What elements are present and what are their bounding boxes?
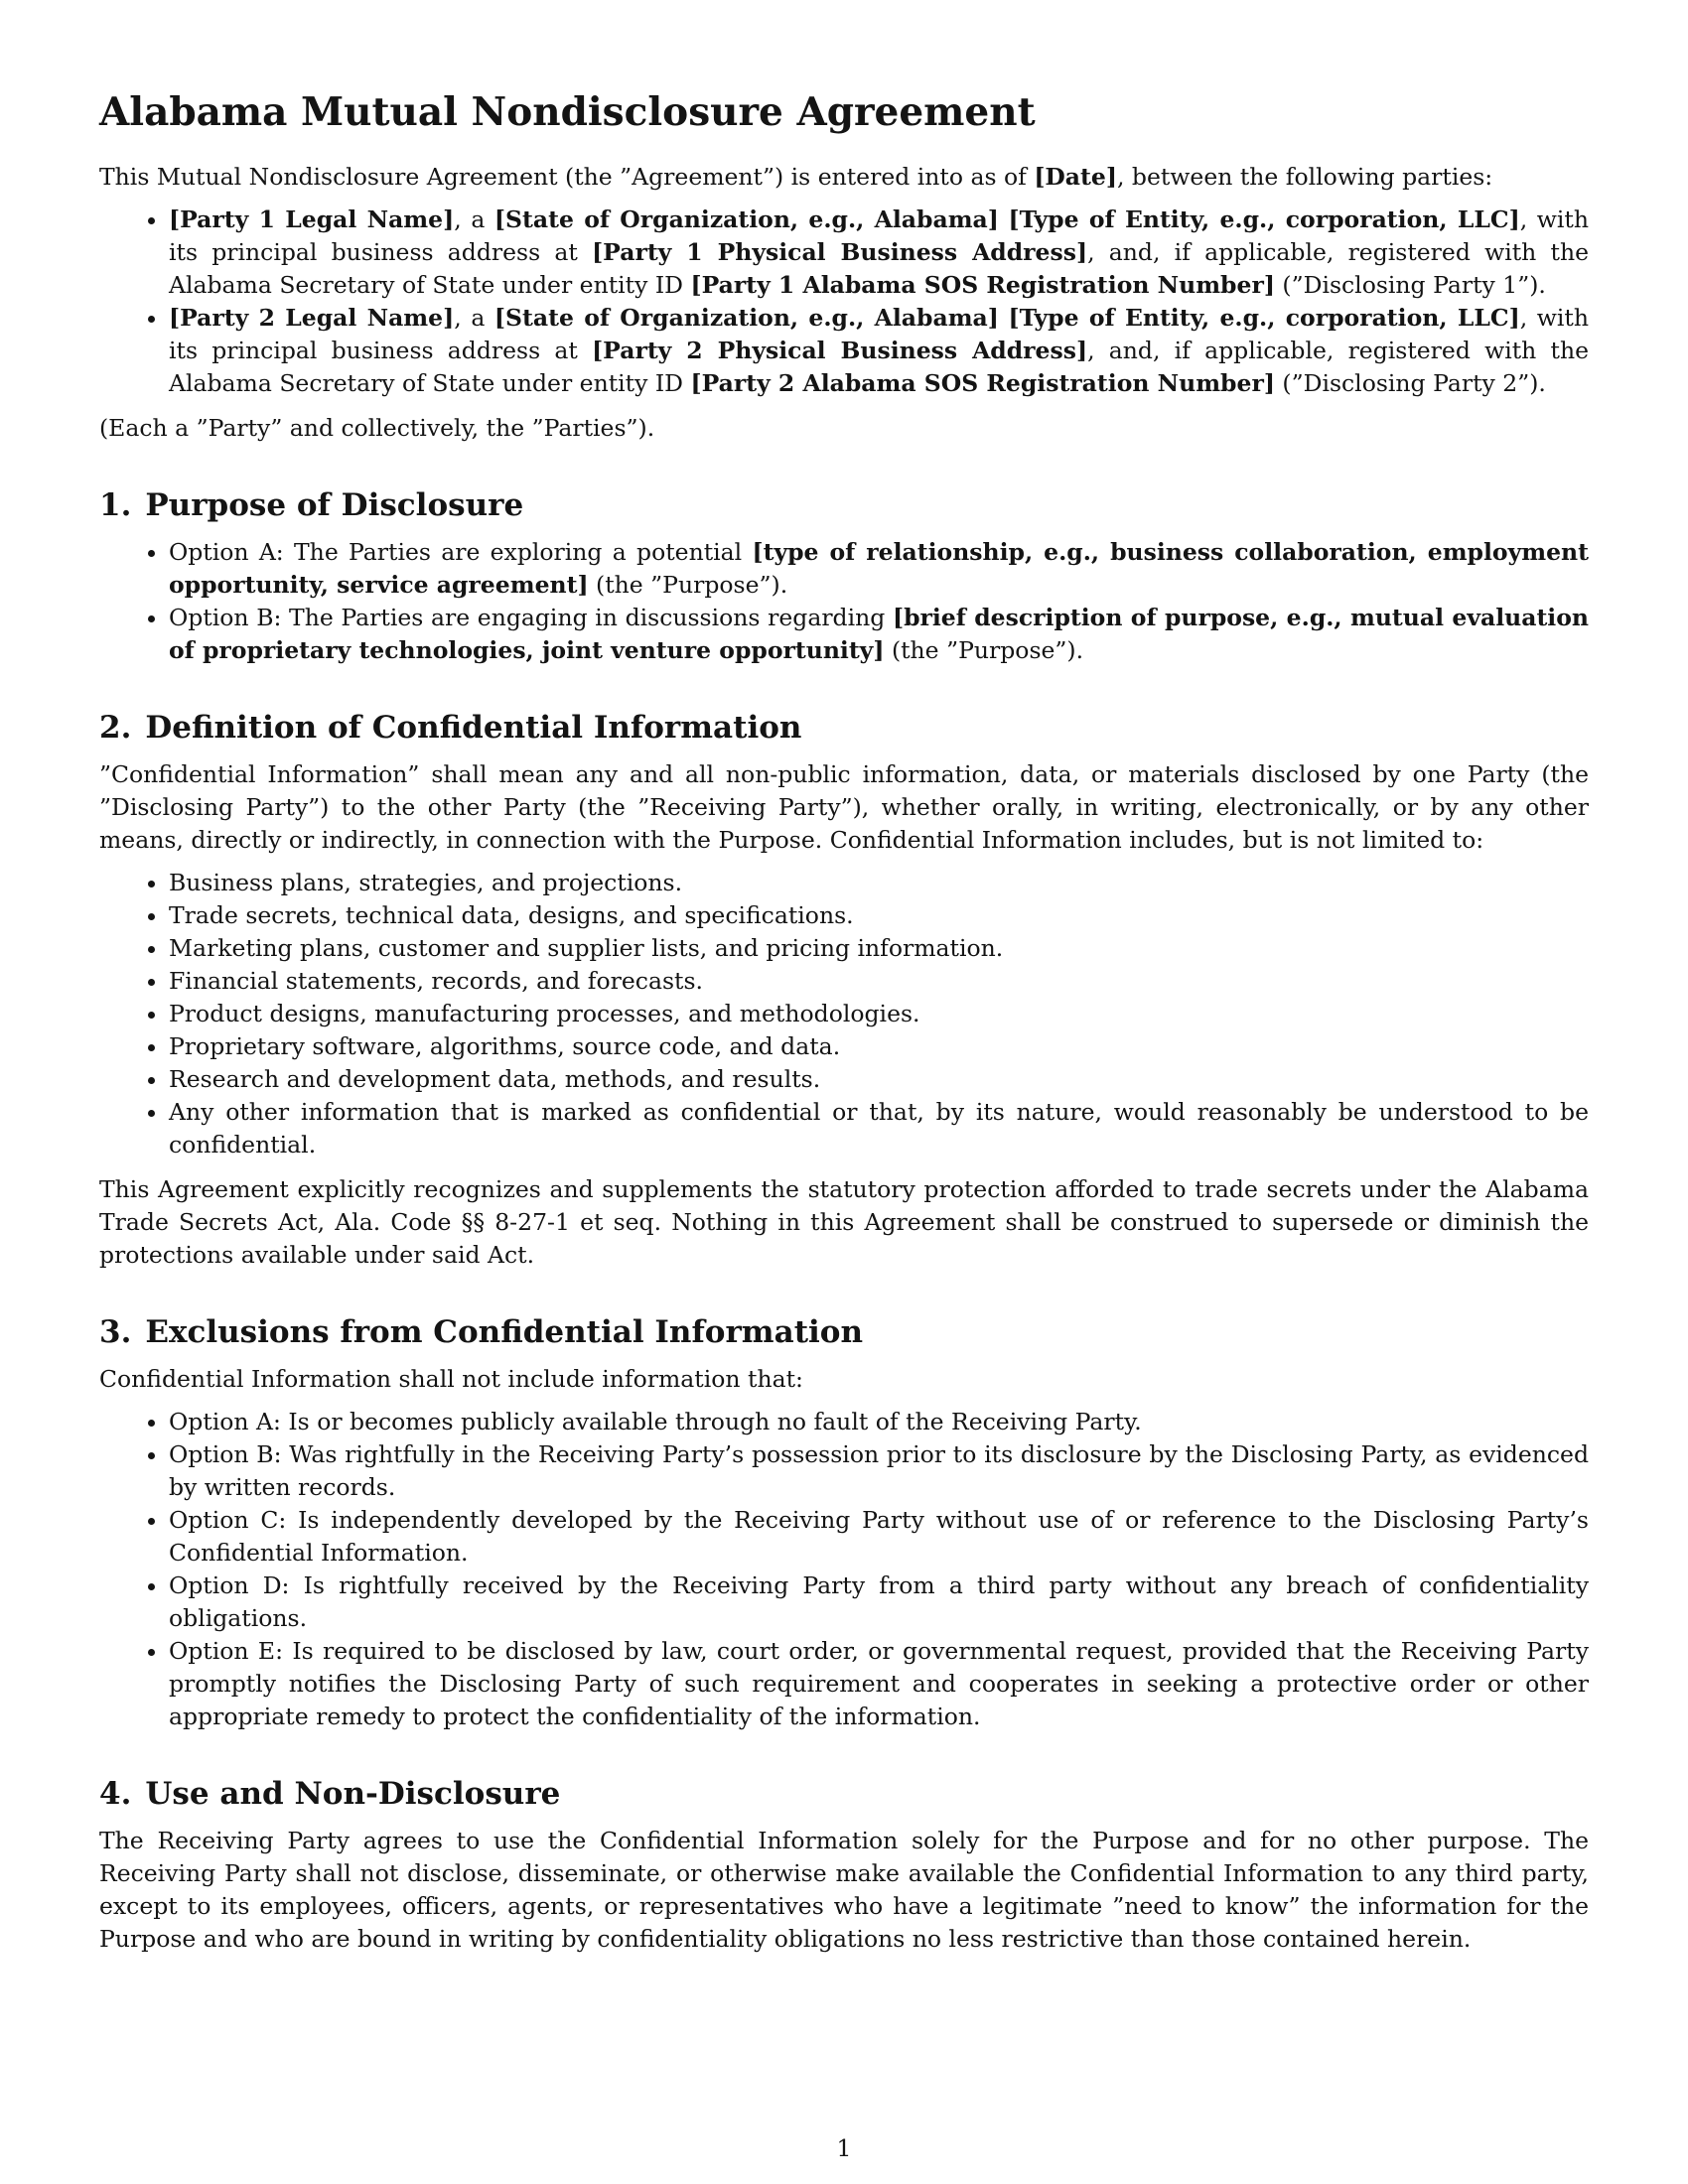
section-1-heading: 1. Purpose of Disclosure: [99, 487, 524, 523]
purpose-option: • Option A: The Parties are exploring a potential [type of relationship, e.g., business collaboration, employment opportunity, service agreement] (the ”Purpose”).: [169, 536, 1589, 602]
date-placeholder: [Date]: [1034, 163, 1117, 191]
page-number: 1: [836, 2134, 852, 2162]
list-item: • Any other information that is marked as confidential or that, by its nature, would reasonably be understood to be confidential.: [169, 1096, 1589, 1161]
list-item: • Business plans, strategies, and projections.: [169, 867, 1589, 899]
list-item: • Option C: Is independently developed by the Receiving Party without use of or reference to the Disclosing Party’s Confidential Information.: [169, 1504, 1589, 1570]
list-item: • Marketing plans, customer and supplier lists, and pricing information.: [169, 932, 1589, 965]
list-item: • Option E: Is required to be disclosed by law, court order, or governmental request, provided that the Receiving Party promptly notifies the Disclosing Party of such requirement and cooperates in seeking a protective order or other appropriate remedy to protect the confidentiality of the information.: [169, 1635, 1589, 1733]
document-page: [99, 79, 1589, 1966]
list-item: • Research and development data, methods, and results.: [169, 1063, 1589, 1096]
list-item: • Proprietary software, algorithms, source code, and data.: [169, 1030, 1589, 1063]
list-item: • Option A: Is or becomes publicly available through no fault of the Receiving Party.: [169, 1406, 1589, 1438]
section-3-heading: 3. Exclusions from Confidential Information: [99, 1314, 864, 1350]
exclusions-lead: Confidential Information shall not include information that:: [99, 1365, 803, 1393]
use-nondisclosure-paragraph: The Receiving Party agrees to use the Confidential Information solely for the Purpose and for no other purpose. The Receiving Party shall not disclose, disseminate, or otherwise make available the Confidential Information to any third party, except to its employees, officers, agents, or representatives who have a legitimate ”need to know” the information for the Purpose and who are bound in writing by confidentiality obligations no less restrictive than those contained herein.: [99, 1827, 1589, 1953]
list-item: • Option B: Was rightfully in the Receiving Party’s possession prior to its disclosure by the Disclosing Party, as evidenced by written records.: [169, 1438, 1589, 1504]
list-item: • Financial statements, records, and forecasts.: [169, 965, 1589, 998]
party-item: • [Party 2 Legal Name], a [State of Organization, e.g., Alabama] [Type of Entity, e.g., corporation, LLC], with its principal business address at [Party 2 Physical Business Address], and, if applicable, registered with the Alabama Secretary of State under entity ID [Party 2 Alabama SOS Registration Number] (”Disclosing Party 2”).: [169, 302, 1589, 400]
document-title: Alabama Mutual Nondisclosure Agreement: [99, 89, 1036, 135]
list-item: • Trade secrets, technical data, designs, and specifications.: [169, 899, 1589, 932]
parties-collective-note: (Each a ”Party” and collectively, the ”Parties”).: [99, 414, 655, 442]
definition-paragraph: ”Confidential Information” shall mean any and all non-public information, data, or materials disclosed by one Party (the ”Disclosing Party”) to the other Party (the ”Receiving Party”), whether orally, in writing, electronically, or by any other means, directly or indirectly, in connection with the Purpose. Confidential Information includes, but is not limited to:: [99, 760, 1589, 854]
section-2-heading: 2. Definition of Confidential Information: [99, 710, 802, 746]
trade-secrets-paragraph: This Agreement explicitly recognizes and supplements the statutory protection afforded to trade secrets under the Alabama Trade Secrets Act, Ala. Code §§ 8-27-1 et seq. Nothing in this Agreement shall be construed to supersede or diminish the protections available under said Act.: [99, 1175, 1589, 1269]
section-4-heading: 4. Use and Non-Disclosure: [99, 1776, 561, 1812]
exclusions-list: [99, 1406, 1589, 1733]
list-item: • Option D: Is rightfully received by the Receiving Party from a third party without any breach of confidentiality obligations.: [169, 1570, 1589, 1635]
purpose-option: • Option B: The Parties are engaging in discussions regarding [brief description of purpose, e.g., mutual evaluation of proprietary technologies, joint venture opportunity] (the ”Purpose”).: [169, 602, 1589, 667]
purpose-options-list: [99, 536, 1589, 667]
intro-paragraph: This Mutual Nondisclosure Agreement (the ”Agreement”) is entered into as of [Date], between the following parties:: [99, 163, 1493, 191]
confidential-info-list: [99, 867, 1589, 1161]
party-item: • [Party 1 Legal Name], a [State of Organization, e.g., Alabama] [Type of Entity, e.g., corporation, LLC], with its principal business address at [Party 1 Physical Business Address], and, if applicable, registered with the Alabama Secretary of State under entity ID [Party 1 Alabama SOS Registration Number] (”Disclosing Party 1”).: [169, 204, 1589, 302]
list-item: • Product designs, manufacturing processes, and methodologies.: [169, 998, 1589, 1030]
parties-list: [99, 204, 1589, 400]
